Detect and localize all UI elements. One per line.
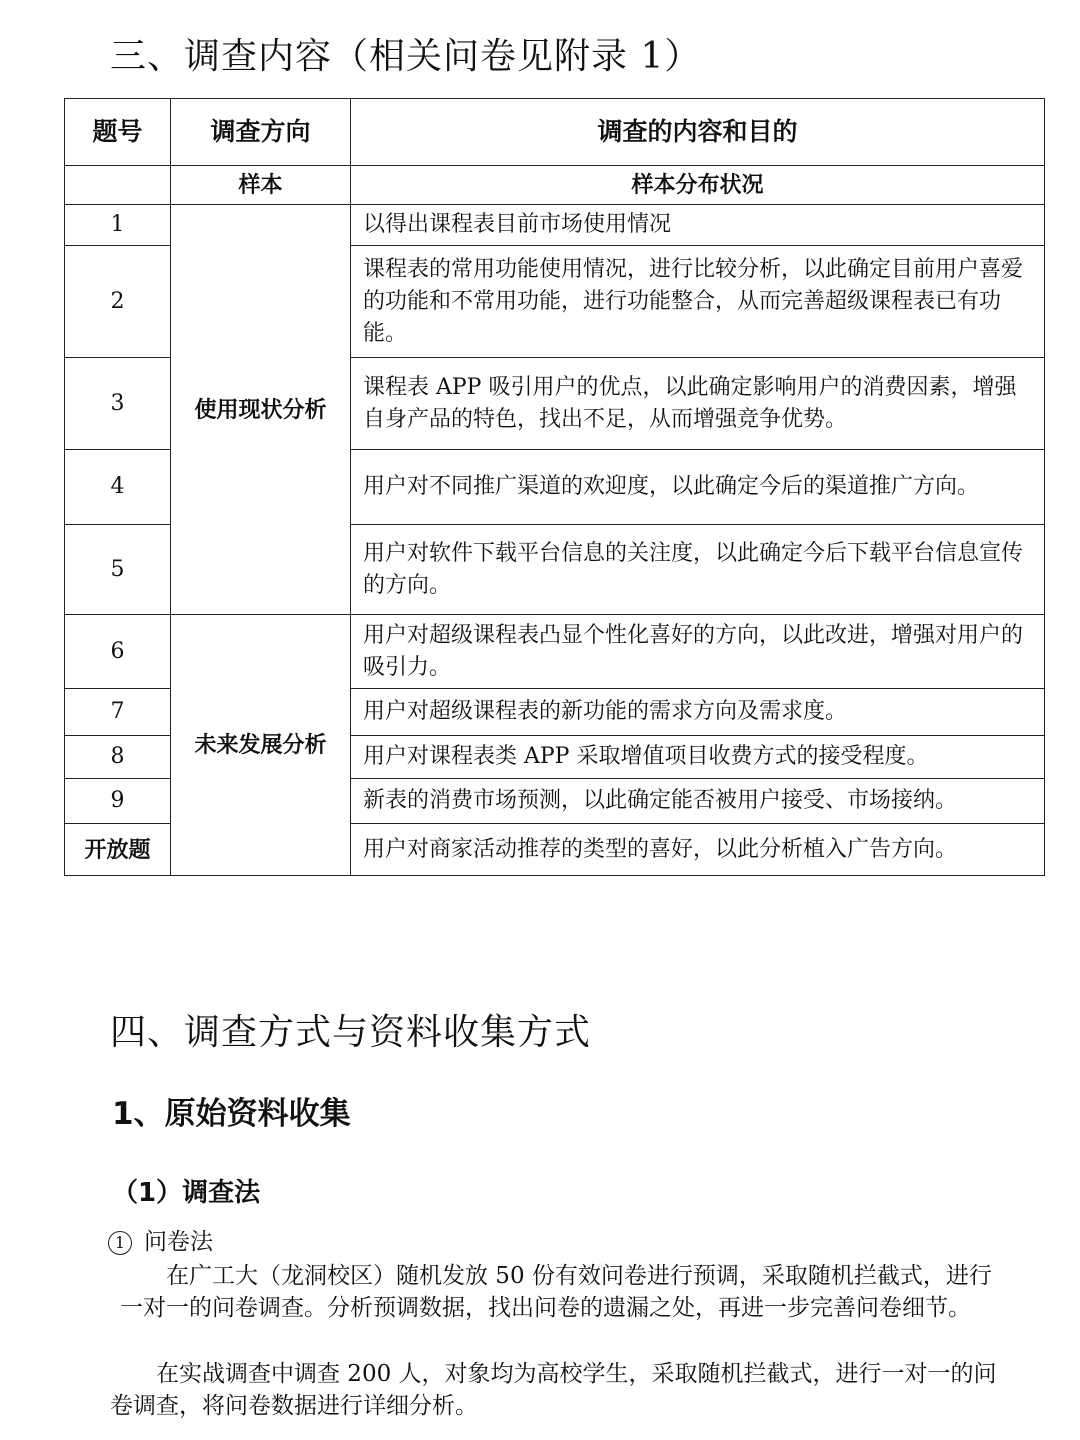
item-questionnaire (108, 1226, 213, 1258)
sample-content: 样本分布状况 (351, 166, 1045, 205)
section-4-title: 四、调查方式与资料收集方式 (110, 1012, 592, 1053)
subsection-1-1-title: （1）调查法 (112, 1178, 261, 1208)
header-direction: 调查方向 (171, 99, 351, 166)
paragraph-pre-survey: 在广工大（龙洞校区）随机发放 50 份有效问卷进行预调，采取随机拦截式，进行一对一的问卷调查。分析预调数据，找出问卷的遗漏之处，再进一步完善问卷细节。 (120, 1263, 992, 1321)
row-content: 用户对超级课程表凸显个性化喜好的方向，以此改进，增强对用户的吸引力。 (351, 615, 1045, 689)
header-content: 调查的内容和目的 (351, 99, 1045, 166)
row-content: 用户对商家活动推荐的类型的喜好，以此分析植入广告方向。 (351, 824, 1045, 876)
circled-number-1: 1 (108, 1231, 132, 1255)
row-content: 课程表 APP 吸引用户的优点，以此确定影响用户的消费因素，增强自身产品的特色，找出不足，从而增强竞争优势。 (351, 358, 1045, 450)
row-no: 1 (65, 205, 171, 246)
table-header-row (65, 99, 1045, 166)
row-content: 用户对课程表类 APP 采取增值项目收费方式的接受程度。 (351, 736, 1045, 779)
row-no: 5 (65, 525, 171, 615)
row-no: 7 (65, 689, 171, 736)
row-content: 新表的消费市场预测，以此确定能否被用户接受、市场接纳。 (351, 779, 1045, 824)
survey-content-table (64, 98, 1045, 876)
paragraph-main-survey: 在实战调查中调查 200 人，对象均为高校学生，采取随机拦截式，进行一对一的问卷调查，将问卷数据进行详细分析。 (110, 1361, 997, 1419)
table-row (65, 615, 1045, 689)
row-no: 8 (65, 736, 171, 779)
row-no: 开放题 (65, 824, 171, 876)
row-content: 以得出课程表目前市场使用情况 (351, 205, 1045, 246)
row-content: 用户对软件下载平台信息的关注度，以此确定今后下载平台信息宣传的方向。 (351, 525, 1045, 615)
section-3-title: 三、调查内容（相关问卷见附录 1） (110, 36, 702, 77)
row-content: 用户对超级课程表的新功能的需求方向及需求度。 (351, 689, 1045, 736)
header-no: 题号 (65, 99, 171, 166)
row-no: 9 (65, 779, 171, 824)
row-no: 2 (65, 246, 171, 358)
row-no: 3 (65, 358, 171, 450)
direction-usage-analysis: 使用现状分析 (171, 205, 351, 615)
subsection-1-title: 1、原始资料收集 (112, 1096, 351, 1132)
row-no: 4 (65, 450, 171, 525)
sample-direction: 样本 (171, 166, 351, 205)
row-content: 用户对不同推广渠道的欢迎度，以此确定今后的渠道推广方向。 (351, 450, 1045, 525)
direction-future-analysis: 未来发展分析 (171, 615, 351, 876)
row-no: 6 (65, 615, 171, 689)
item-questionnaire-label: 问卷法 (144, 1229, 213, 1255)
sample-no (65, 166, 171, 205)
row-content: 课程表的常用功能使用情况，进行比较分析，以此确定目前用户喜爱的功能和不常用功能，进行功能整合，从而完善超级课程表已有功能。 (351, 246, 1045, 358)
table-row (65, 205, 1045, 246)
sample-row (65, 166, 1045, 205)
